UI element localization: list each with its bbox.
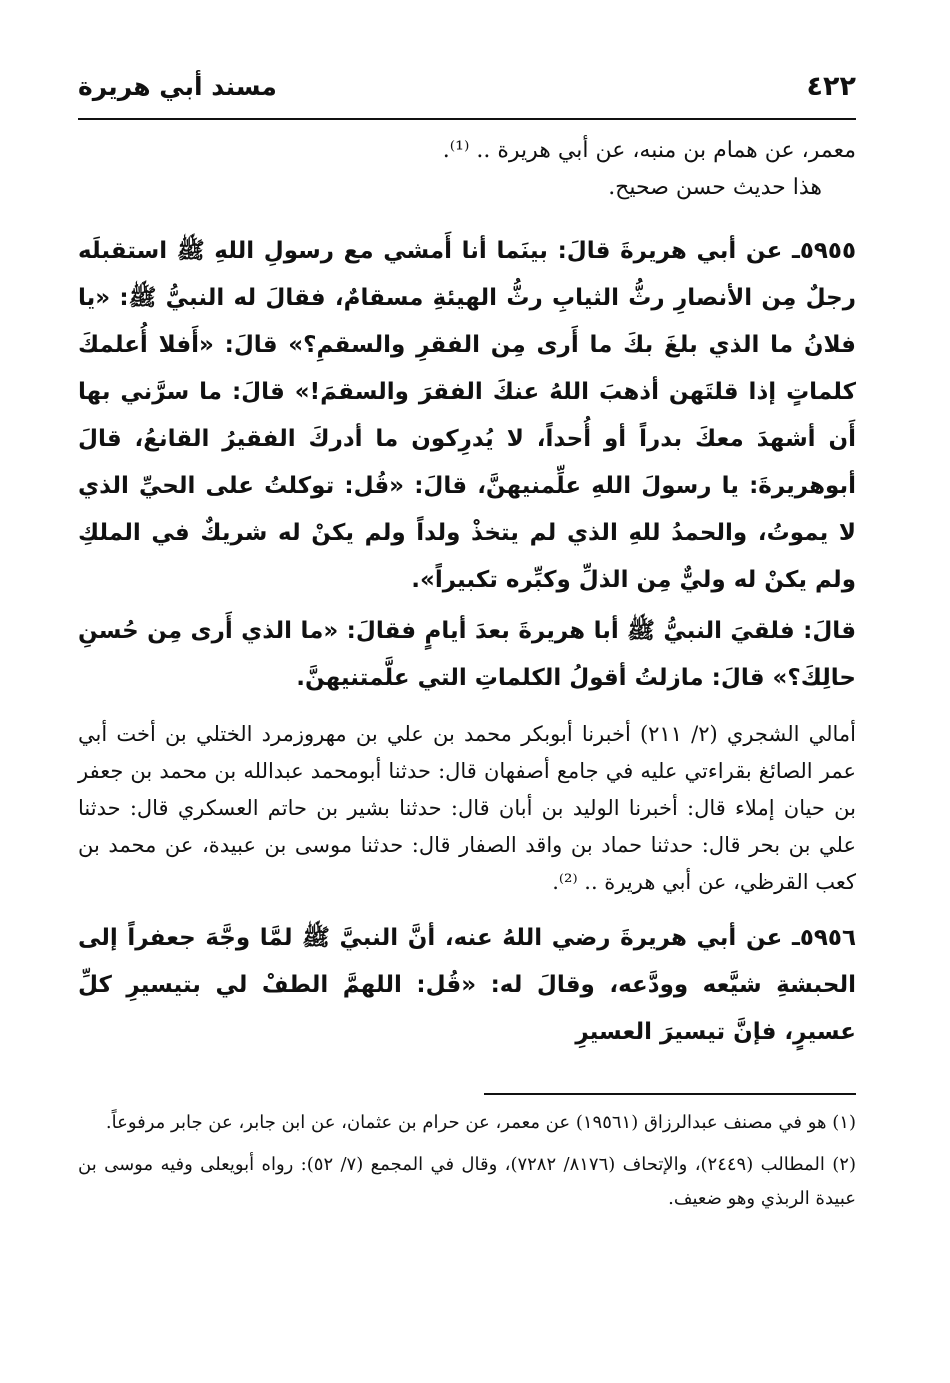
grading-note: هذا حديث حسن صحيح.: [608, 175, 822, 200]
footnotes: [78, 1106, 856, 1224]
spacer: [78, 206, 856, 228]
hadith-5955-text: ٥٩٥٥ـ عن أبي هريرةَ قالَ: بينَما أنا أَمشي مع رسولِ اللهِ ﷺ استقبلَه رجلٌ مِن الأنصارِ رثُّ الثيابِ رثُّ الهيئةِ مسقامٌ، فقالَ له النبيُّ ﷺ: «يا فلانُ ما الذي بلغَ بكَ ما أَرى مِن الفقرِ والسقمِ؟» قالَ: «أَفلا أُعلمكَ كلماتٍ إذا قلتَهن أذهبَ اللهُ عنكَ الفقرَ والسقمَ!» قالَ: ما سرَّني بها أَن أشهدَ معكَ بدراً أو أُحداً، لا يُدرِكون ما أدركَ الفقيرُ القانعُ، قالَ أبوهريرةَ: يا رسولَ اللهِ علِّمنيهنَّ، قالَ: «قُل: توكلتُ على الحيِّ الذي لا يموتُ، والحمدُ للهِ الذي لم يتخذْ ولداً ولم يكنْ له شريكٌ في الملكِ ولم يكنْ له وليٌّ مِن الذلِّ وكبِّره تكبيراً».: [78, 238, 856, 593]
running-title: مسند أبي هريرة: [78, 72, 277, 101]
page-number: ٤٢٢: [806, 71, 856, 102]
hadith-5955-continuation: قالَ: فلقيَ النبيُّ ﷺ أبا هريرةَ بعدَ أيامٍ فقالَ: «ما الذي أَرى مِن حُسنِ حالِكَ؟» قالَ: مازلتُ أقولُ الكلماتِ التي علَّمتنيهنَّ.: [78, 618, 856, 691]
hadith-5955-isnad: أمالي الشجري (٢/ ٢١١) أخبرنا أبوبكر محمد بن علي بن مهروزمرد الختلي بن أخت أبي عمر الصائغ بقراءتي عليه في جامع أصفهان قال: حدثنا أبومحمد عبدالله بن محمد بن جعفر بن حيان إملاء قال: أخبرنا الوليد بن أبان قال: حدثنا بشير بن حاتم العسكري قال: حدثنا علي بن بحر قال: حدثنا حماد بن واقد الصفار قال: حدثنا موسى بن عبيدة، عن محمد بن كعب القرظي، عن أبي هريرة .. ⁽²⁾.: [78, 722, 856, 894]
footnote-divider: [484, 1093, 856, 1095]
header-divider: [78, 118, 856, 120]
spacer: [78, 901, 856, 915]
page-header: [78, 66, 856, 114]
isnad-continuation: معمر، عن همام بن منبه، عن أبي هريرة .. ⁽¹⁾.: [442, 138, 856, 163]
footnote-1: (١) هو في مصنف عبدالرزاق (١٩٥٦١) عن معمر، عن حرام بن عثمان، عن ابن جابر، عن جابر مرفوعاً.: [105, 1112, 856, 1133]
main-text: [78, 132, 856, 1056]
footnote-2: (٢) المطالب (٢٤٤٩)، والإتحاف (٨١٧٦/ ٧٢٨٢)، وقال في المجمع (٧/ ٥٢): رواه أبويعلى وفيه موسى بن عبيدة الربذي وهو ضعيف.: [78, 1154, 856, 1209]
hadith-5956-text: ٥٩٥٦ـ عن أبي هريرةَ رضي اللهُ عنه، أنَّ النبيَّ ﷺ لمَّا وجَّهَ جعفراً إلى الحبشةِ شيَّعه وودَّعه، وقالَ له: «قُل: اللهمَّ الطفْ لي بتيسيرِ كلِّ عسيرٍ، فإنَّ تيسيرَ العسيرِ: [78, 925, 856, 1045]
spacer: [78, 702, 856, 716]
